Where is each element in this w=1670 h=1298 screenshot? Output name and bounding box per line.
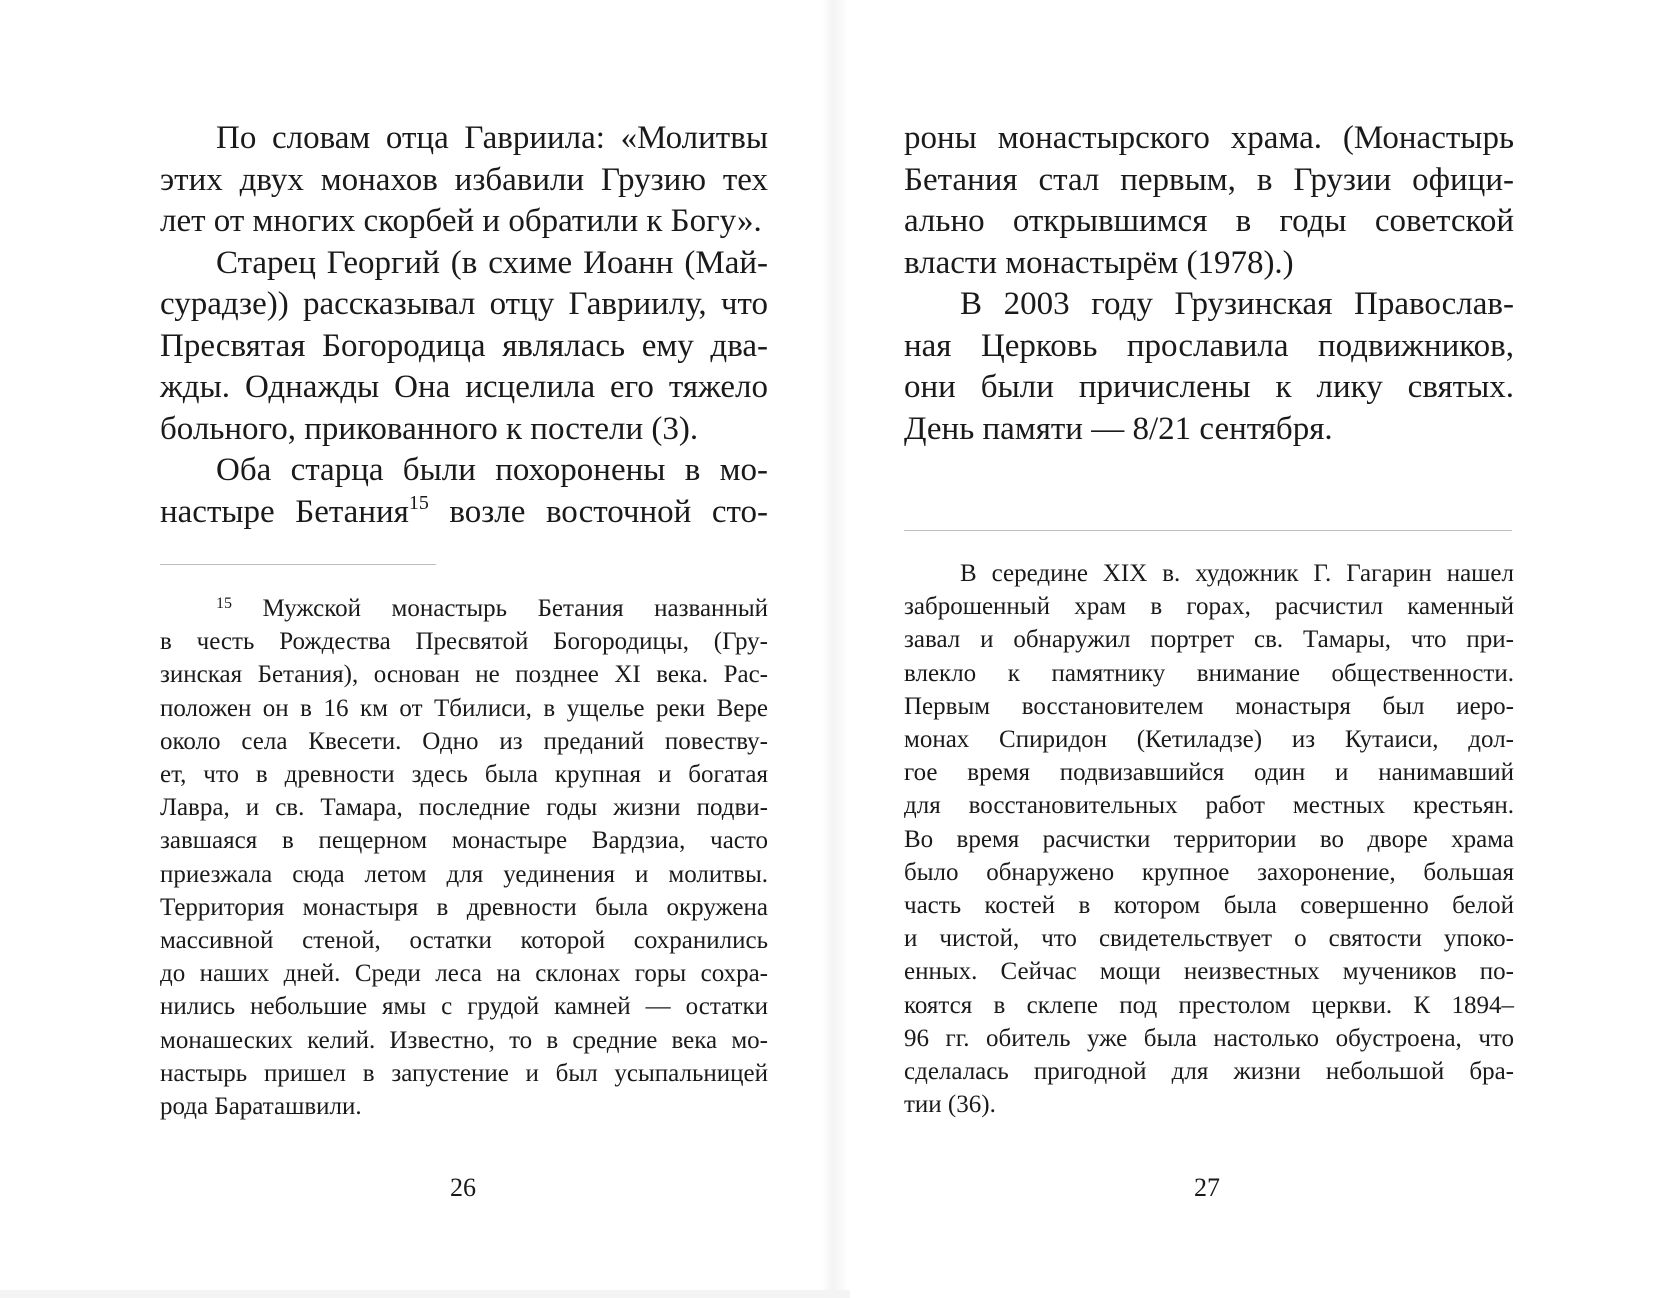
footnote-line: массивной стеной, остатки которой сохранились — [160, 927, 768, 955]
left-footnote — [160, 592, 768, 1123]
footnote-line: нились небольшие ямы с грудой камней — остатки — [160, 993, 768, 1021]
left-paragraph-1 — [160, 118, 768, 243]
footnote-line: рода Бараташвили. — [160, 1093, 362, 1121]
right-paragraph-1 — [904, 118, 1514, 284]
page-number: 26 — [450, 1173, 476, 1202]
footnote-line: монашеских келий. Известно, то в средние века мо- — [160, 1026, 768, 1054]
footnote-divider — [160, 564, 436, 565]
text-line: Старец Георгий (в схиме Иоанн (Май- — [216, 244, 768, 281]
footnote-line: было обнаружено крупное захоронение, большая — [904, 858, 1514, 886]
text-line: Оба старца были похоронены в мо- — [216, 452, 768, 488]
footnote-line — [160, 592, 768, 625]
footnote-line: гое время подвизавшийся один и нанимавший — [904, 759, 1514, 787]
text-line-with-footnote-ref — [160, 492, 768, 534]
footnote-line: зинская Бетания), основан не позднее XI века. Рас- — [160, 661, 768, 689]
right-paragraph-2 — [904, 284, 1514, 450]
text-line: ально открывшимся в годы советской — [904, 203, 1514, 239]
footnote-line: завал и обнаружил портрет св. Тамары, что при- — [904, 626, 1514, 654]
text-line: роны монастырского храма. (Монастырь — [904, 120, 1514, 156]
footnote-line: тии (36). — [904, 1091, 996, 1119]
right-main-text — [904, 118, 1514, 450]
footnote-line: для восстановительных работ местных крестьян. — [904, 792, 1514, 820]
footnote-line: Территория монастыря в древности была окружена — [160, 893, 768, 921]
footnote-line: положен он в 16 км от Тбилиси, в ущелье реки Вере — [160, 694, 768, 722]
footnote-line: в честь Рождества Пресвятой Богородицы, (Гру- — [160, 628, 768, 656]
text-line: В 2003 году Грузинская Православ- — [960, 286, 1514, 322]
footnote-line: влекло к памятнику внимание общественности. — [904, 659, 1514, 687]
text-line: ная Церковь прославила подвижников, — [904, 327, 1514, 364]
footnote-line: Во время расчистки территории во дворе храма — [904, 825, 1514, 853]
footnote-line: коятся в склепе под престолом церкви. К 1894– — [904, 991, 1514, 1019]
text-line: этих двух монахов избавили Грузию тех — [160, 161, 768, 198]
text-line: День памяти — 8/21 сентября. — [904, 410, 1333, 447]
footnote-line: завшаяся в пещерном монастыре Вардзиа, часто — [160, 827, 768, 855]
text-line: сурадзе)) рассказывал отцу Гавриилу, что — [160, 286, 768, 322]
text-line: Пресвятая Богородица являлась ему два- — [160, 327, 768, 364]
footnote-line: настырь пришел в запустение и был усыпальницей — [160, 1059, 768, 1087]
right-footnote — [904, 557, 1514, 1121]
footnote-text: Мужской монастырь Бетания названный — [232, 595, 768, 622]
footnote-line: В середине XIX в. художник Г. Гагарин нашел — [960, 560, 1514, 587]
text-line: лет от многих скорбей и обратили к Богу». — [160, 203, 762, 239]
footnote-line: Первым восстановителем монастыря был иеро- — [904, 692, 1514, 720]
left-paragraph-3 — [160, 450, 768, 533]
text-line: больного, прикованного к постели (3). — [160, 410, 699, 447]
footnote-line: часть костей в котором была совершенно белой — [904, 892, 1514, 920]
left-paragraph-2 — [160, 243, 768, 451]
footnote-line: енных. Сейчас мощи неизвестных мучеников по- — [904, 958, 1514, 986]
text-line: власти монастырём (1978).) — [904, 244, 1294, 281]
text-fragment: настыре Бетания — [160, 493, 409, 530]
footnote-line: заброшенный храм в горах, расчистил каменный — [904, 593, 1514, 621]
text-line: они были причислены к лику святых. — [904, 369, 1514, 405]
footnote-line: приезжала сюда летом для уединения и молитвы. — [160, 860, 768, 888]
footnote-line: сделалась пригодной для жизни небольшой бра- — [904, 1058, 1514, 1086]
text-line: Бетания стал первым, в Грузии офици- — [904, 161, 1514, 198]
footnote-reference: 15 — [408, 491, 429, 514]
left-main-text — [160, 118, 768, 533]
footnote-line: ет, что в древности здесь была крупная и богатая — [160, 761, 768, 789]
footnote-line: до наших дней. Среди леса на склонах горы сохра- — [160, 960, 768, 988]
footnote-line: около села Квесети. Одно из преданий повеству- — [160, 727, 768, 755]
right-page — [850, 0, 1670, 1298]
footnote-line: и чистой, что свидетельствует о святости упоко- — [904, 925, 1514, 953]
footnote-marker: 15 — [216, 595, 232, 612]
book-gutter — [822, 0, 848, 1298]
footnote-line: монах Спиридон (Кетиладзе) из Кутаиси, дол- — [904, 726, 1514, 754]
footnote-line: 96 гг. обитель уже была настолько обустроена, что — [904, 1024, 1514, 1052]
footnote-line: Лавра, и св. Тамара, последние годы жизни подви- — [160, 794, 768, 822]
text-line: По словам отца Гавриила: «Молитвы — [216, 120, 768, 156]
left-page — [0, 0, 820, 1298]
footnote-divider — [904, 530, 1512, 531]
text-line: жды. Однажды Она исцелила его тяжело — [160, 369, 768, 405]
page-number: 27 — [1194, 1173, 1220, 1202]
text-fragment: возле восточной сто- — [428, 493, 768, 530]
